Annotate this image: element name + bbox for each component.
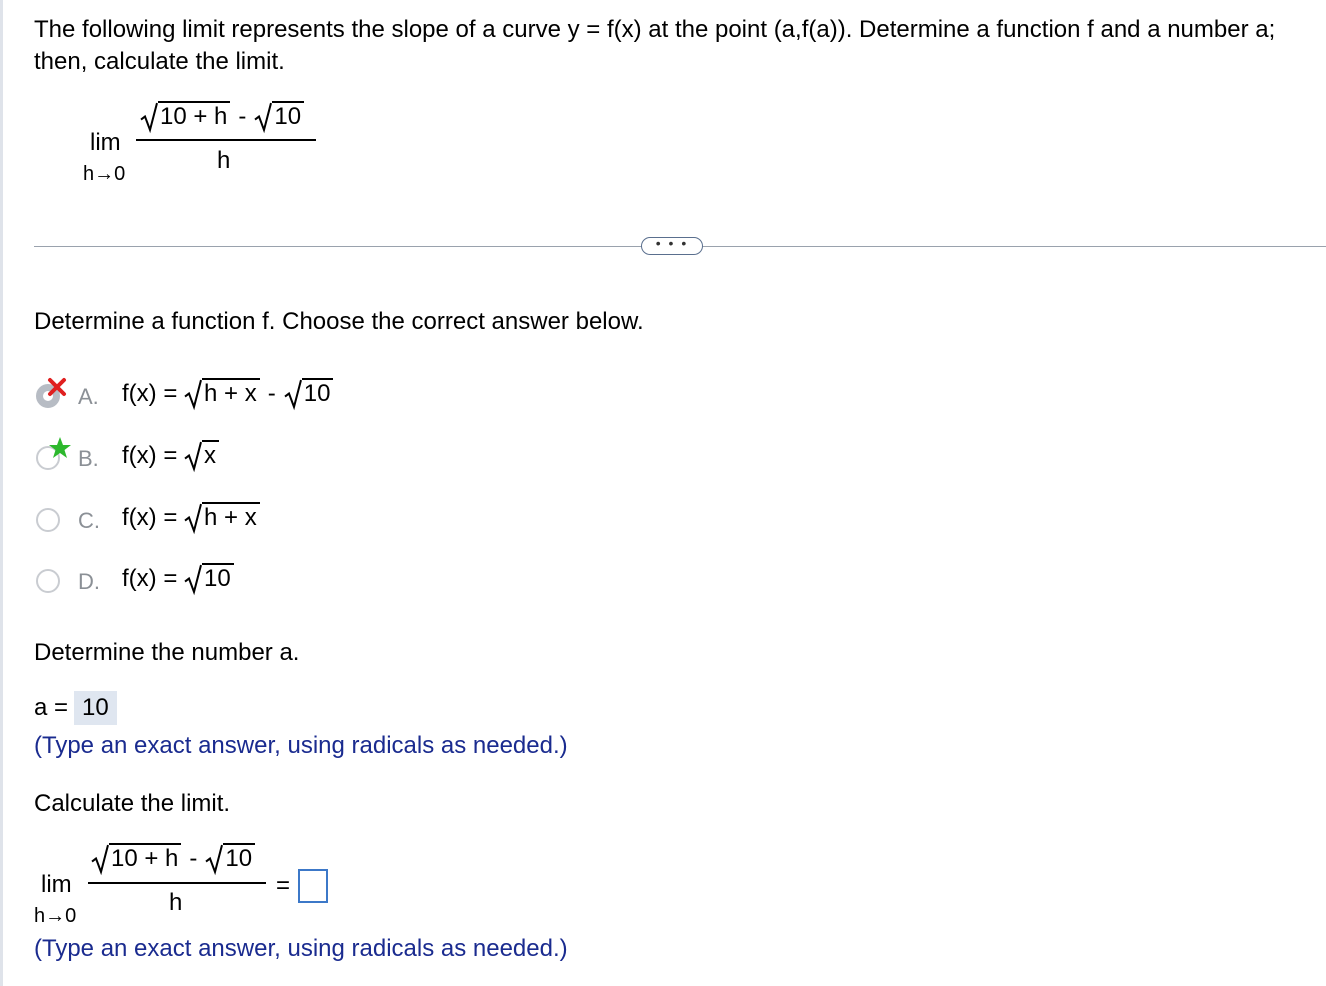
part2-prompt: Determine the number a. [34,639,300,666]
part3-hint: (Type an exact answer, using radicals as needed.) [34,935,568,962]
option-letter: A. [78,384,99,409]
limit-lim: lim [41,871,72,898]
limit-numerator: 10 + h - 10 [91,843,255,874]
option-expression: f(x) = x [122,440,219,471]
radical: 10 [254,101,304,132]
option-letter: D. [78,569,100,594]
correct-star-icon [48,436,72,460]
limit-denominator: h [217,147,231,174]
fraction-bar [136,139,316,141]
question-intro: The following limit represents the slope of a curve y = f(x) at the point (a,f(a)). Determine a function f and a number a; then, calculate the limit. [34,16,1276,75]
a-answer-field[interactable]: 10 [74,691,117,725]
option-expression: f(x) = h + x [122,502,260,533]
radical: 10 [284,378,334,409]
option-letter: B. [78,446,99,471]
radical: 10 + h [140,101,230,132]
left-border [0,0,3,986]
equals-sign: = [276,872,291,899]
fraction-bar [88,882,266,884]
radio-c[interactable] [36,508,60,532]
incorrect-x-icon [46,376,68,398]
limit-sub: h→0 [34,905,77,927]
radical: x [184,440,219,471]
part2-hint: (Type an exact answer, using radicals as needed.) [34,732,568,759]
more-button[interactable]: • • • [641,237,703,255]
radical: h + x [184,378,260,409]
radio-d[interactable] [36,569,60,593]
radical: 10 + h [91,843,181,874]
radical: h + x [184,502,260,533]
part3-prompt: Calculate the limit. [34,790,231,817]
a-answer-row [34,691,117,725]
limit-answer-input[interactable] [298,869,328,903]
radical: 10 [184,563,234,594]
limit-lim: lim [90,129,121,156]
option-letter: C. [78,508,100,533]
option-expression: f(x) = h + x - 10 [122,378,333,409]
part1-prompt: Determine a function f. Choose the correct answer below. [34,308,644,335]
limit-sub: h→0 [83,163,126,185]
limit-denominator: h [169,889,183,916]
limit-numerator: 10 + h - 10 [140,101,304,132]
option-expression: f(x) = 10 [122,563,234,594]
radical: 10 [205,843,255,874]
a-label: a = [34,694,69,721]
